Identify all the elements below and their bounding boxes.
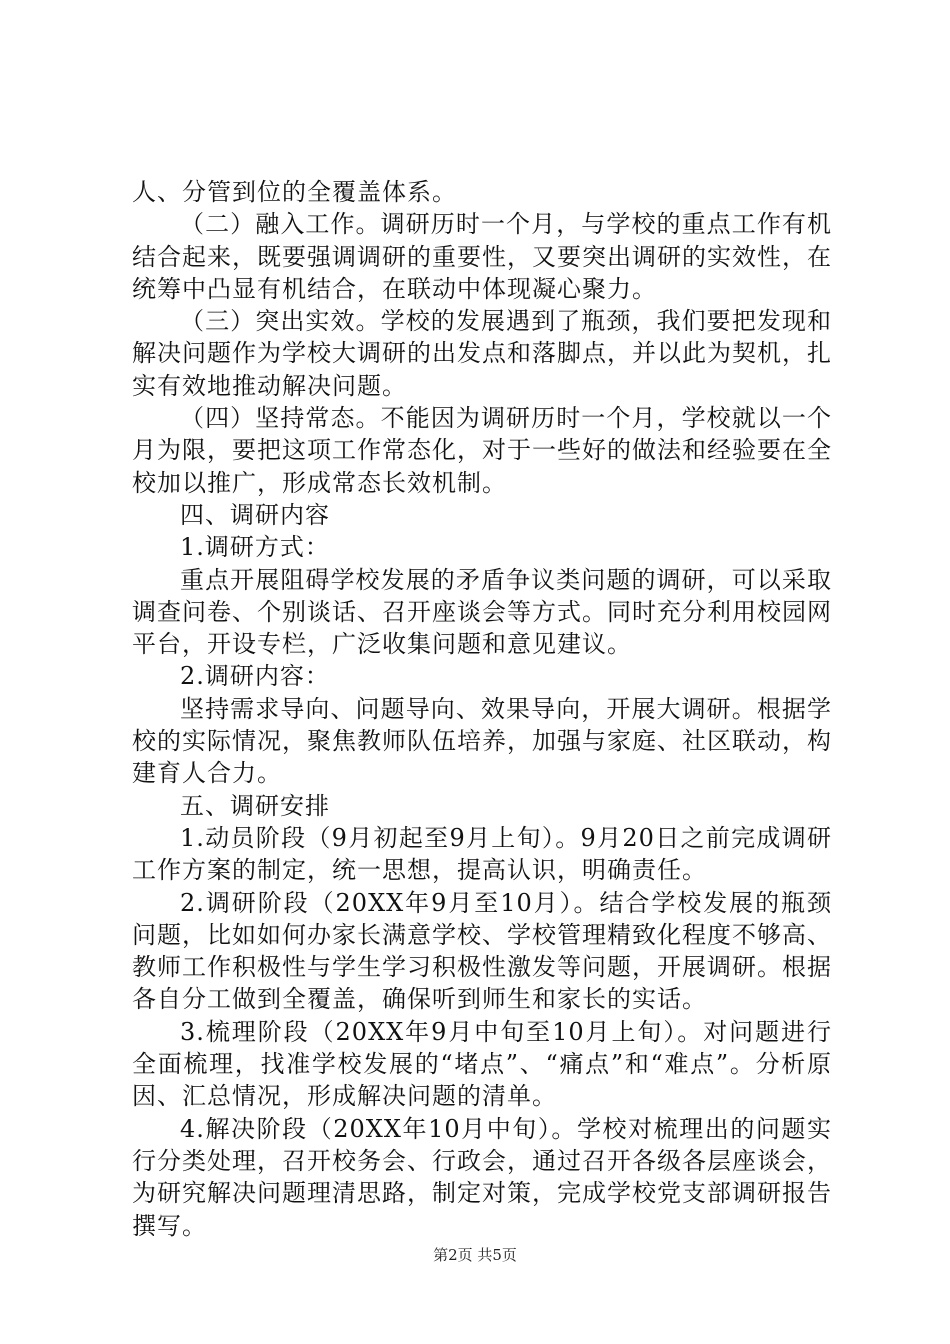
paragraph: （四）坚持常态。不能因为调研历时一个月，学校就以一个月为限，要把这项工作常态化，对于一些好的做法和经验要在全校加以推广，形成常态长效机制。 (132, 404, 832, 497)
paragraph: 2.调研阶段（20XX年9月至10月）。结合学校发展的瓶颈问题，比如如何办家长满意学校、学校管理精致化程度不够高、教师工作积极性与学生学习积极性激发等问题，开展调研。根据各自分工做到全覆盖，确保听到师生和家长的实话。 (132, 888, 832, 1014)
paragraph: （三）突出实效。学校的发展遇到了瓶颈，我们要把发现和解决问题作为学校大调研的出发点和落脚点，并以此为契机，扎实有效地推动解决问题。 (132, 307, 832, 400)
paragraph: 四、调研内容 (180, 500, 330, 529)
paragraph: 坚持需求导向、问题导向、效果导向，开展大调研。根据学校的实际情况，聚焦教师队伍培养，加强与家庭、社区联动，构建育人合力。 (132, 694, 832, 788)
paragraph: 五、调研安排 (180, 791, 330, 820)
paragraph: 4.解决阶段（20XX年10月中旬）。学校对梳理出的问题实行分类处理，召开校务会、行政会，通过召开各级各层座谈会，为研究解决问题理清思路，制定对策，完成学校党支部调研报告撰写。 (132, 1114, 832, 1240)
document-body (132, 176, 832, 1242)
page-number-footer: 第2页 共5页 (433, 1246, 517, 1264)
paragraph: 人、分管到位的全覆盖体系。 (132, 178, 457, 206)
paragraph: 1.调研方式： (180, 533, 330, 562)
paragraph: 3.梳理阶段（20XX年9月中旬至10月上旬）。对问题进行全面梳理，找准学校发展的“堵点”、“痛点”和“难点”。分析原因、汇总情况，形成解决问题的清单。 (132, 1017, 832, 1111)
paragraph: 2.调研内容： (180, 662, 330, 691)
paragraph: 1.动员阶段（9月初起至9月上旬）。9月20日之前完成调研工作方案的制定，统一思想，提高认识，明确责任。 (132, 823, 832, 885)
paragraph: 重点开展阻碍学校发展的矛盾争议类问题的调研，可以采取调查问卷、个别谈话、召开座谈会等方式。同时充分利用校园网平台，开设专栏，广泛收集问题和意见建议。 (132, 565, 832, 659)
paragraph: （二）融入工作。调研历时一个月，与学校的重点工作有机结合起来，既要强调调研的重要性，又要突出调研的实效性，在统筹中凸显有机结合，在联动中体现凝心聚力。 (132, 210, 832, 303)
